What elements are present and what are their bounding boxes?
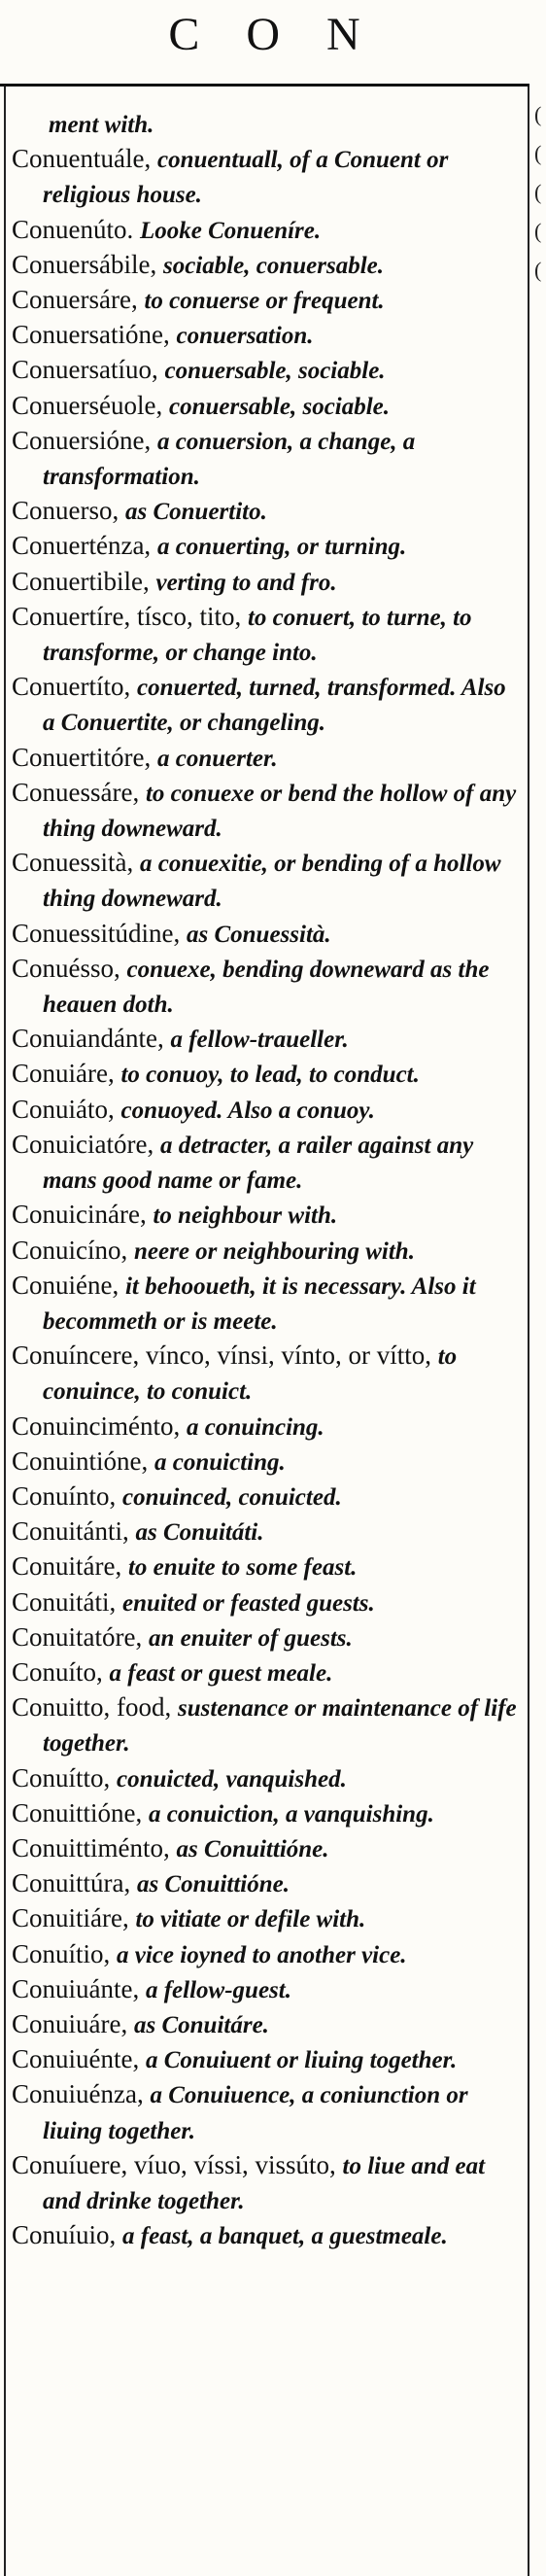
entry-headword: Conuentuále, — [12, 144, 152, 174]
page-header — [0, 0, 546, 68]
entry-headword: Conuersatíuo, — [12, 355, 158, 385]
dictionary-entry — [12, 1514, 523, 1549]
entry-definition: a feast, a banquet, a guestmeale. — [122, 2223, 448, 2250]
entry-headword: Conuersatióne, — [12, 320, 170, 350]
dictionary-entry — [12, 600, 523, 670]
dictionary-entry — [12, 2148, 523, 2218]
entry-definition: as Conuittióne. — [176, 1835, 329, 1862]
edge-mark: ( — [534, 258, 542, 282]
entry-headword: Conuiuénte, — [12, 2044, 140, 2074]
entry-definition: to conuerse or frequent. — [144, 288, 385, 315]
entry-headword: Conuertíre, tísco, tito, — [12, 601, 242, 631]
dictionary-entry — [12, 565, 523, 600]
entry-headword: Conuitáre, — [12, 1551, 122, 1582]
entry-headword: Conuíncere, vínco, vínsi, vínto, or vítto, — [12, 1340, 431, 1371]
entry-definition: conuoyed. Also a conuoy. — [120, 1097, 375, 1124]
dictionary-entry — [12, 1831, 523, 1866]
entry-headword: Conuíuere, víuo, víssi, vissúto, — [12, 2149, 336, 2179]
edge-mark: ( — [534, 180, 542, 204]
dictionary-entry — [12, 1128, 523, 1198]
entry-definition: to conuert, to turne, to transforme, or change into. — [43, 604, 472, 667]
dictionary-entry — [12, 248, 523, 283]
entry-definition: a fellow-traueller. — [170, 1027, 349, 1054]
entry-headword: Conuitánti, — [12, 1516, 129, 1547]
entry-definition: a conuerting, or turning. — [156, 534, 407, 561]
entry-headword: Conuessità, — [12, 848, 134, 878]
entry-headword: Conuitáti, — [12, 1586, 117, 1617]
dictionary-entry — [12, 2042, 523, 2077]
entry-headword: Conuinciménto, — [12, 1410, 181, 1441]
dictionary-entry — [12, 213, 523, 248]
entry-headword: Conuittiménto, — [12, 1832, 170, 1862]
entry-headword: Conuiciatóre, — [12, 1129, 154, 1159]
dictionary-entry — [12, 776, 523, 846]
entry-definition: enuited or feasted guests. — [122, 1589, 375, 1617]
entry-headword: Conuerso, — [12, 496, 119, 526]
entry-definition: as Conuitáre. — [133, 2011, 269, 2038]
entry-definition: conuersable, sociable. — [164, 358, 386, 385]
dictionary-entry — [12, 1445, 523, 1479]
entry-definition: conuinced, conuicted. — [122, 1483, 342, 1511]
dictionary-entry — [12, 1866, 523, 1901]
entry-definition: as Conuessità. — [187, 921, 331, 948]
entry-headword: Conuerséuole, — [12, 390, 163, 420]
entry-definition: a conuiction, a vanquishing. — [149, 1800, 434, 1828]
entry-headword: Conuínto, — [12, 1480, 117, 1511]
dictionary-entry — [12, 1690, 523, 1760]
dictionary-entry — [12, 283, 523, 318]
dictionary-entry — [12, 494, 523, 529]
dictionary-entry — [12, 1761, 523, 1796]
entry-headword: Conuiuáre, — [12, 2008, 128, 2038]
dictionary-entry — [12, 846, 523, 916]
entry-definition: a conuincing. — [186, 1413, 324, 1441]
entry-headword: Conuertíto, — [12, 672, 131, 702]
dictionary-entry — [12, 1620, 523, 1655]
dictionary-entry — [12, 318, 523, 353]
entry-definition: a Conuiuence, a coniunction or liuing together. — [43, 2082, 468, 2144]
dictionary-entry — [12, 1093, 523, 1128]
dictionary-entry — [12, 1937, 523, 1972]
entry-definition: to conuexe or bend the hollow of any thing downeward. — [43, 780, 517, 843]
entry-headword: Conuítio, — [12, 1938, 111, 1968]
dictionary-entry — [12, 1655, 523, 1690]
dictionary-entry — [12, 1585, 523, 1620]
entry-headword: Conuésso, — [12, 953, 120, 983]
dictionary-entry — [12, 529, 523, 564]
entry-definition: conuersation. — [176, 323, 314, 350]
edge-mark: ( — [534, 141, 542, 165]
page-running-head: C O N — [168, 9, 378, 60]
entry-headword: Conuittúra, — [12, 1868, 131, 1898]
entry-headword: Conuenúto. — [12, 214, 134, 244]
entry-headword: Conuersáre, — [12, 285, 138, 315]
entry-headword: Conuíuio, — [12, 2220, 117, 2250]
entry-definition: a detracter, a railer against any mans good name or fame. — [43, 1131, 474, 1195]
dictionary-entry — [12, 670, 523, 740]
entry-headword: Conuiuénza, — [12, 2079, 144, 2109]
dictionary-entry — [12, 1796, 523, 1831]
dictionary-entry — [12, 1479, 523, 1514]
dictionary-entry — [12, 2007, 523, 2042]
entry-definition: a conuexitie, or bending of a hollow thing downeward. — [43, 851, 501, 913]
entry-definition: a fellow-guest. — [145, 1976, 291, 2003]
entry-definition: sustenance or maintenance of life together. — [43, 1695, 517, 1758]
entry-headword: Conuersábile, — [12, 249, 157, 279]
entry-headword: Conuintióne, — [12, 1445, 149, 1476]
entry-headword: Conuiandánte, — [12, 1024, 164, 1054]
entry-definition: conuicted, vanquished. — [117, 1765, 347, 1793]
dictionary-entry — [12, 1022, 523, 1057]
entry-definition: conuersable, sociable. — [168, 393, 391, 420]
entry-headword: Conuessáre, — [12, 777, 140, 807]
entry-definition: as Conuitáti. — [135, 1519, 264, 1547]
dictionary-entry — [12, 424, 523, 494]
entry-definition: a feast or guest meale. — [109, 1659, 333, 1687]
entry-definition: a conuersion, a change, a transformation. — [43, 428, 416, 491]
dictionary-entry — [12, 353, 523, 388]
entry-headword: Conuicináre, — [12, 1200, 147, 1230]
entry-definition: conuerted, turned, transformed. Also a Conuertite, or changeling. — [43, 675, 506, 737]
entry-definition: to neighbour with. — [153, 1202, 338, 1230]
entry-definition: a conuicting. — [154, 1448, 286, 1476]
entry-headword: Conuíto, — [12, 1656, 103, 1687]
entry-headword: Conuerténza, — [12, 531, 152, 561]
entry-definition: a vice ioyned to another vice. — [117, 1941, 407, 1968]
entry-headword: Conuitatóre, — [12, 1621, 143, 1652]
entry-definition: to enuite to some feast. — [127, 1554, 358, 1582]
entry-headword: Conuitto, food, — [12, 1692, 172, 1723]
entry-headword: Conuessitúdine, — [12, 918, 181, 948]
entry-definition: to conuince, to conuict. — [43, 1343, 458, 1406]
entry-definition: neere or neighbouring with. — [134, 1237, 415, 1265]
entry-headword: Conuiáre, — [12, 1059, 115, 1089]
dictionary-entry — [12, 1549, 523, 1584]
dictionary-entry — [12, 2218, 523, 2253]
entry-definition: a conuerter. — [156, 745, 278, 772]
dictionary-entry — [12, 107, 523, 142]
entry-definition: conuentuall, of a Conuent or religious house. — [43, 147, 449, 209]
dictionary-entry — [12, 1972, 523, 2007]
edge-mark: ( — [534, 102, 542, 126]
entry-definition: Looke Conueníre. — [140, 217, 322, 244]
dictionary-entry — [12, 1057, 523, 1092]
entry-headword: Conuicíno, — [12, 1235, 128, 1265]
entry-definition: to liue and eat and drinke together. — [43, 2152, 486, 2214]
entry-definition: ment with. — [49, 112, 154, 138]
dictionary-entry — [12, 2077, 523, 2147]
dictionary-entry — [12, 1234, 523, 1269]
dictionary-entry — [12, 1269, 523, 1339]
entry-definition: to conuoy, to lead, to conduct. — [120, 1062, 420, 1089]
dictionary-entry — [12, 1198, 523, 1233]
entry-headword: Conuitiáre, — [12, 1903, 129, 1933]
entry-headword: Conuiáto, — [12, 1094, 115, 1124]
entry-definition: as Conuertito. — [125, 499, 267, 526]
entry-definition: conuexe, bending downeward as the heauen doth. — [43, 956, 490, 1019]
dictionary-entry — [12, 741, 523, 776]
dictionary-entry — [12, 952, 523, 1022]
left-column-rule — [4, 87, 6, 2576]
adjacent-column-edge — [534, 95, 546, 290]
dictionary-entry — [12, 1901, 523, 1936]
edge-mark: ( — [534, 219, 542, 243]
entry-headword: Conuertitóre, — [12, 742, 152, 772]
entry-headword: Conuertibile, — [12, 566, 150, 596]
dictionary-entry — [12, 1339, 523, 1409]
dictionary-column — [12, 107, 523, 2253]
dictionary-entry — [12, 917, 523, 952]
entry-headword: Conuiéne, — [12, 1270, 119, 1300]
header-rule — [0, 84, 529, 87]
entry-definition: to vitiate or defile with. — [135, 1906, 366, 1933]
entry-headword: Conuiuánte, — [12, 1973, 140, 2003]
entry-definition: verting to and fro. — [155, 569, 337, 596]
dictionary-entry — [12, 1410, 523, 1445]
entry-definition: an enuiter of guests. — [148, 1624, 353, 1652]
right-column-rule — [528, 87, 529, 2576]
entry-headword: Conuítto, — [12, 1762, 111, 1793]
entry-definition: a Conuiuent or liuing together. — [145, 2047, 458, 2074]
dictionary-entry — [12, 389, 523, 424]
entry-headword: Conuittióne, — [12, 1797, 143, 1828]
entry-definition: as Conuittióne. — [137, 1871, 290, 1898]
entry-definition: it behooueth, it is necessary. Also it becommeth or is meete. — [43, 1272, 476, 1335]
entry-headword: Conuersióne, — [12, 425, 152, 455]
dictionary-entry — [12, 142, 523, 212]
entry-definition: sociable, conuersable. — [162, 252, 385, 279]
